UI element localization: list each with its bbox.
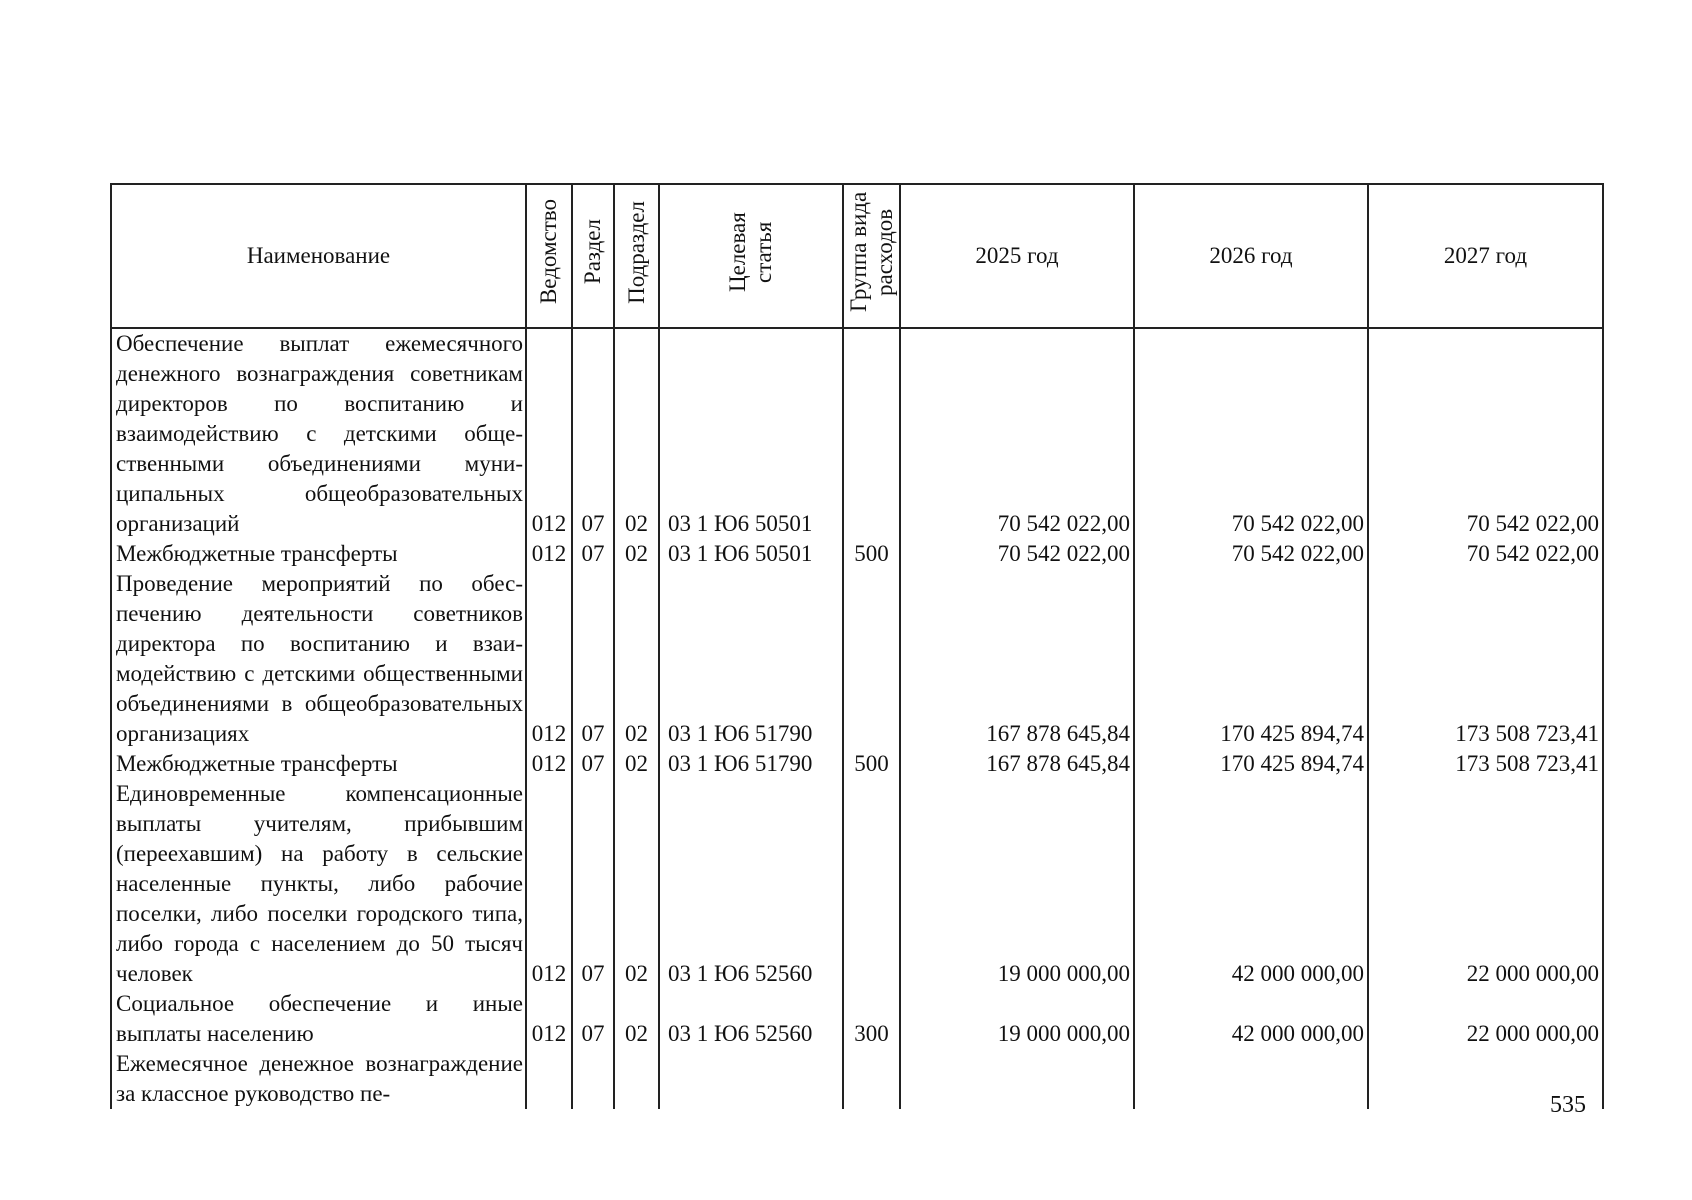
- cell-razdel: 07: [572, 779, 614, 989]
- cell-2025: [900, 1049, 1134, 1109]
- cell-celevaya-statya: 03 1 Ю6 52560: [659, 989, 843, 1049]
- table-row: [111, 989, 1603, 1049]
- cell-vedomstvo: 012: [526, 328, 572, 539]
- cell-2026: 42 000 000,00: [1134, 989, 1368, 1049]
- cell-name: Проведение мероприятий по обеспечению деятельности советников директора по воспитанию и взаимодействию с детскими общественными объединениями в общеобразовательных организациях: [111, 569, 526, 749]
- cell-podrazdel: 02: [614, 539, 659, 569]
- cell-2026: 42 000 000,00: [1134, 779, 1368, 989]
- cell-celevaya-statya: 03 1 Ю6 51790: [659, 569, 843, 749]
- cell-vid-rashodov: [843, 1049, 900, 1109]
- cell-2025: 70 542 022,00: [900, 328, 1134, 539]
- header-celevaya-statya: Целевая статья: [659, 184, 843, 328]
- table-row: [111, 749, 1603, 779]
- table-row: [111, 1049, 1603, 1109]
- cell-podrazdel: 02: [614, 749, 659, 779]
- cell-2025: 167 878 645,84: [900, 569, 1134, 749]
- cell-name: Межбюджетные трансферты: [111, 749, 526, 779]
- cell-2025: 19 000 000,00: [900, 779, 1134, 989]
- cell-2026: [1134, 1049, 1368, 1109]
- header-name: Наименование: [111, 184, 526, 328]
- header-podrazdel: Подраздел: [614, 184, 659, 328]
- cell-vedomstvo: 012: [526, 749, 572, 779]
- cell-vid-rashodov: 500: [843, 749, 900, 779]
- header-2026: 2026 год: [1134, 184, 1368, 328]
- cell-vid-rashodov: [843, 569, 900, 749]
- header-2027: 2027 год: [1368, 184, 1603, 328]
- table-row: [111, 539, 1603, 569]
- cell-podrazdel: 02: [614, 779, 659, 989]
- header-2025: 2025 год: [900, 184, 1134, 328]
- cell-2026: 70 542 022,00: [1134, 328, 1368, 539]
- budget-table: [110, 183, 1604, 1109]
- cell-2027: 22 000 000,00: [1368, 779, 1603, 989]
- cell-razdel: [572, 1049, 614, 1109]
- cell-name: Межбюджетные трансферты: [111, 539, 526, 569]
- cell-vid-rashodov: 500: [843, 539, 900, 569]
- cell-vid-rashodov: [843, 328, 900, 539]
- cell-razdel: 07: [572, 749, 614, 779]
- cell-podrazdel: [614, 1049, 659, 1109]
- cell-2027: 173 508 723,41: [1368, 749, 1603, 779]
- cell-podrazdel: 02: [614, 989, 659, 1049]
- cell-2027: 70 542 022,00: [1368, 328, 1603, 539]
- cell-celevaya-statya: [659, 1049, 843, 1109]
- header-vedomstvo: Ведомство: [526, 184, 572, 328]
- page-number: 535: [1550, 1092, 1586, 1118]
- cell-podrazdel: 02: [614, 328, 659, 539]
- cell-vedomstvo: 012: [526, 779, 572, 989]
- cell-2025: 70 542 022,00: [900, 539, 1134, 569]
- cell-celevaya-statya: 03 1 Ю6 50501: [659, 539, 843, 569]
- cell-podrazdel: 02: [614, 569, 659, 749]
- cell-vid-rashodov: 300: [843, 989, 900, 1049]
- cell-2025: 19 000 000,00: [900, 989, 1134, 1049]
- header-gruppa-vida-rashodov: Группа вида расходов: [843, 184, 900, 328]
- table-row: [111, 569, 1603, 749]
- cell-vedomstvo: 012: [526, 569, 572, 749]
- cell-celevaya-statya: 03 1 Ю6 51790: [659, 749, 843, 779]
- cell-2027: 22 000 000,00: [1368, 989, 1603, 1049]
- table-row: [111, 779, 1603, 989]
- cell-razdel: 07: [572, 539, 614, 569]
- cell-2025: 167 878 645,84: [900, 749, 1134, 779]
- cell-razdel: 07: [572, 569, 614, 749]
- cell-name: Единовременные компенсационные выплаты учителям, прибывшим (переехавшим) на работу в сельские населенные пункты, либо рабочие поселки, либо поселки городского типа, либо города с населением до 50 тысяч человек: [111, 779, 526, 989]
- cell-vedomstvo: 012: [526, 989, 572, 1049]
- cell-vedomstvo: [526, 1049, 572, 1109]
- cell-2026: 70 542 022,00: [1134, 539, 1368, 569]
- cell-celevaya-statya: 03 1 Ю6 52560: [659, 779, 843, 989]
- cell-vedomstvo: 012: [526, 539, 572, 569]
- cell-2027: 173 508 723,41: [1368, 569, 1603, 749]
- cell-2027: 70 542 022,00: [1368, 539, 1603, 569]
- cell-name: Ежемесячное денежное вознаграждение за классное руководство пе-: [111, 1049, 526, 1109]
- cell-razdel: 07: [572, 989, 614, 1049]
- cell-name: Обеспечение выплат ежемесячного денежного вознаграждения советникам директоров по воспитанию и взаимодействию с детскими общественными объединениями муниципальных общеобразовательных организаций: [111, 328, 526, 539]
- cell-name: Социальное обеспечение и иные выплаты населению: [111, 989, 526, 1049]
- header-razdel: Раздел: [572, 184, 614, 328]
- cell-celevaya-statya: 03 1 Ю6 50501: [659, 328, 843, 539]
- cell-vid-rashodov: [843, 779, 900, 989]
- cell-2026: 170 425 894,74: [1134, 569, 1368, 749]
- cell-2026: 170 425 894,74: [1134, 749, 1368, 779]
- table-row: [111, 328, 1603, 539]
- cell-razdel: 07: [572, 328, 614, 539]
- table-header-row: [111, 184, 1603, 328]
